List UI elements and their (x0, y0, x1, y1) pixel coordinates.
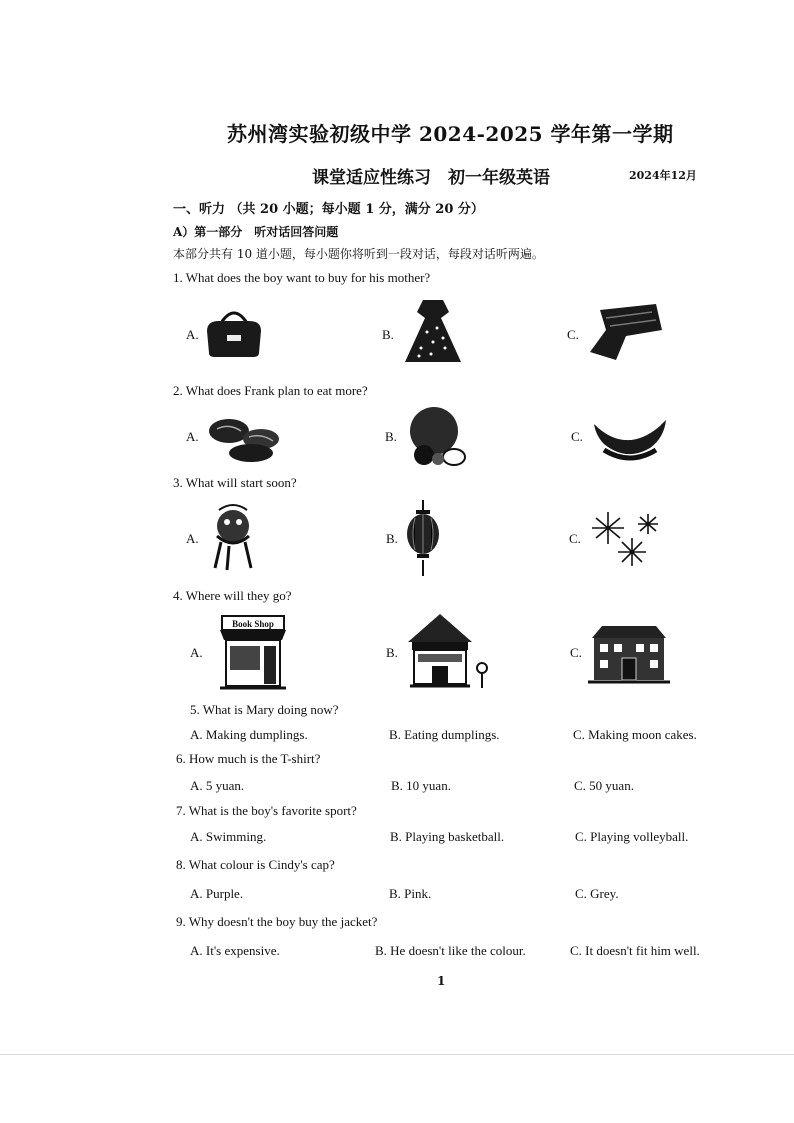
q8-option-b: B. Pink. (389, 886, 432, 901)
question-2: 2. What does Frank plan to eat more? (173, 383, 368, 398)
q7-option-a: A. Swimming. (190, 829, 267, 844)
scarf-icon (586, 300, 666, 364)
q6-option-b: B. 10 yuan. (391, 778, 451, 793)
question-1: 1. What does the boy want to buy for his mother? (173, 270, 431, 285)
part-a-heading: A）第一部分 听对话回答问题 (173, 225, 339, 239)
page-number: 1 (437, 974, 446, 988)
q2-option-b-label: B. (385, 429, 397, 444)
question-8: 8. What colour is Cindy's cap? (176, 857, 335, 872)
q4-option-b-label: B. (386, 645, 398, 660)
q2-option-a-label: A. (186, 429, 199, 444)
question-7: 7. What is the boy's favorite sport? (176, 803, 357, 818)
dress-icon (403, 298, 463, 364)
fireworks-icon (590, 510, 666, 568)
q8-option-c: C. Grey. (575, 886, 619, 901)
lion-dance-icon (205, 502, 261, 572)
bananas-icon (590, 410, 670, 468)
q1-option-a-label: A. (186, 327, 199, 342)
bookshop-sign: Book Shop (232, 619, 274, 629)
building-icon (588, 622, 670, 684)
exam-date: 2024年12月 (629, 169, 697, 182)
q7-option-c: C. Playing volleyball. (575, 829, 689, 844)
q9-option-a: A. It's expensive. (190, 943, 280, 958)
q3-option-a-label: A. (186, 531, 199, 546)
meat-icon (205, 413, 285, 465)
q6-option-a: A. 5 yuan. (190, 778, 245, 793)
lantern-icon (406, 500, 440, 578)
q8-option-a: A. Purple. (190, 886, 244, 901)
q3-option-c-label: C. (569, 531, 581, 546)
question-9: 9. Why doesn't the boy buy the jacket? (176, 914, 378, 929)
q3-option-b-label: B. (386, 531, 398, 546)
q5-option-b: B. Eating dumplings. (389, 727, 500, 742)
vegetables-icon (404, 405, 470, 469)
q7-option-b: B. Playing basketball. (390, 829, 505, 844)
handbag-icon (203, 305, 265, 359)
question-4: 4. Where will they go? (173, 588, 292, 603)
q4-option-c-label: C. (570, 645, 582, 660)
part-a-instruction: 本部分共有 10 道小题，每小题你将听到一段对话，每段对话听两遍。 (173, 247, 544, 261)
q5-option-c: C. Making moon cakes. (573, 727, 697, 742)
bookshop-icon (218, 614, 288, 690)
page-title: 苏州湾实验初级中学 2024-2025 学年第一学期 (227, 122, 674, 146)
restaurant-icon (406, 612, 490, 690)
q6-option-c: C. 50 yuan. (574, 778, 634, 793)
q4-option-a-label: A. (190, 645, 203, 660)
page-subtitle: 课堂适应性练习 初一年级英语 (312, 168, 550, 188)
q9-option-c: C. It doesn't fit him well. (570, 943, 700, 958)
question-6: 6. How much is the T-shirt? (176, 751, 321, 766)
q1-option-c-label: C. (567, 327, 579, 342)
section-heading: 一、听力 （共 20 小题；每小题 1 分，满分 20 分） (173, 202, 484, 217)
q5-option-a: A. Making dumplings. (190, 727, 308, 742)
q1-option-b-label: B. (382, 327, 394, 342)
q2-option-c-label: C. (571, 429, 583, 444)
page-divider (0, 1054, 794, 1055)
question-5: 5. What is Mary doing now? (190, 702, 339, 717)
q9-option-b: B. He doesn't like the colour. (375, 943, 526, 958)
question-3: 3. What will start soon? (173, 475, 297, 490)
